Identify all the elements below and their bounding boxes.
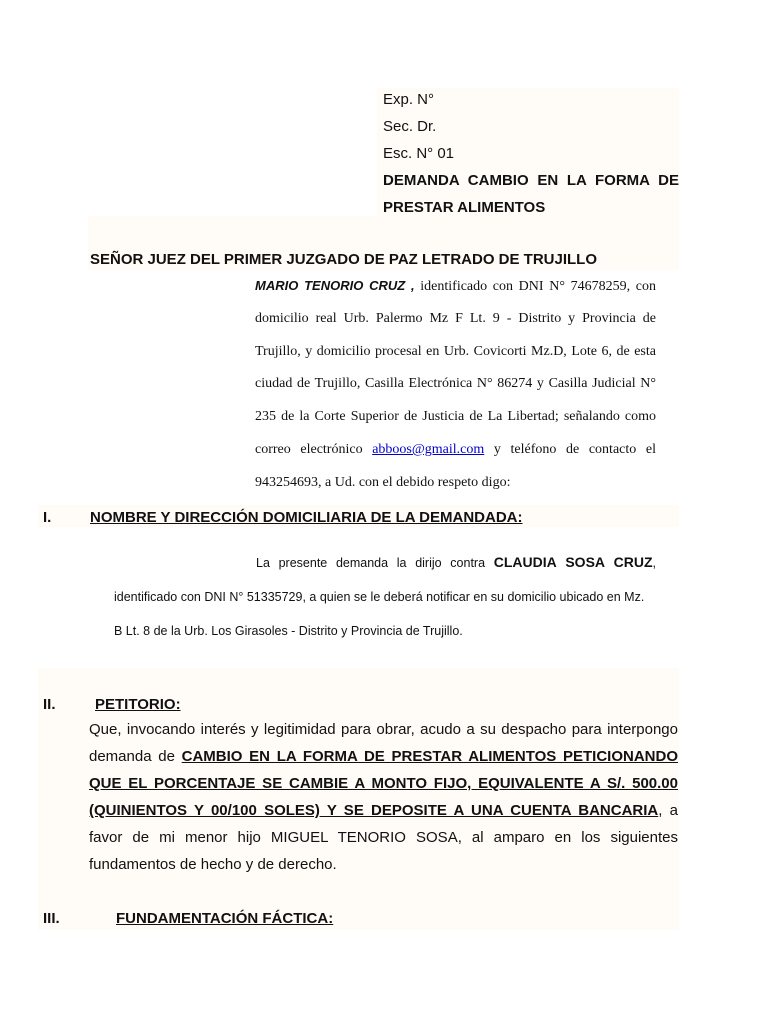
document-title-line1: DEMANDA CAMBIO EN LA FORMA DE	[383, 172, 679, 189]
petitorio-request-part1: CAMBIO EN LA FORMA DE PRESTAR ALIMENTOS PETICIONANDO	[181, 748, 678, 765]
section1-line3: B Lt. 8 de la Urb. Los Girasoles - Distrito y Provincia de Trujillo.	[114, 624, 463, 638]
petitorio-line	[89, 748, 678, 765]
petitorio-request-part3: (QUINIENTOS Y 00/100 SOLES) Y SE DEPOSITE A UNA CUENTA BANCARIA	[89, 802, 659, 819]
document-title-line2: PRESTAR ALIMENTOS	[383, 199, 546, 216]
petitorio-line: fundamentos de hecho y de derecho.	[89, 856, 337, 873]
petitorio-line: favor de mi menor hijo MIGUEL TENORIO SOSA, al amparo en los siguientes	[89, 829, 678, 846]
petitorio-line	[89, 775, 678, 792]
defendant-name: CLAUDIA SOSA CRUZ	[493, 554, 653, 570]
intro-line	[255, 442, 656, 458]
intro-line: domicilio real Urb. Palermo Mz F Lt. 9 - Distrito y Provincia de	[255, 311, 656, 326]
section1-line1-post: ,	[652, 556, 656, 570]
section1-line2: identificado con DNI N° 51335729, a quien se le deberá notificar en su domicilio ubicado en Mz.	[114, 590, 645, 604]
section2-number: II.	[43, 696, 56, 713]
section1-number: I.	[43, 509, 52, 526]
petitorio-line2-pre: demanda de	[89, 748, 182, 765]
escrito-label: Esc. N° 01	[383, 145, 455, 162]
plaintiff-name: MARIO TENORIO CRUZ ,	[255, 278, 415, 293]
intro-line: 943254693, a Ud. con el debido respeto digo:	[255, 475, 511, 490]
section3-number: III.	[43, 910, 60, 927]
intro-line: Trujillo, y domicilio procesal en Urb. Covicorti Mz.D, Lote 6, de esta	[255, 344, 656, 359]
intro-line: 235 de la Corte Superior de Justicia de La Libertad; señalando como	[255, 409, 656, 424]
intro-line6-post: y teléfono de contacto el	[484, 442, 656, 457]
intro-line: ciudad de Trujillo, Casilla Electrónica N° 86274 y Casilla Judicial N°	[255, 376, 656, 391]
section1-line1	[256, 554, 656, 570]
petitorio-line4-post: , a	[658, 802, 678, 819]
petitorio-request-part2: QUE EL PORCENTAJE SE CAMBIE A MONTO FIJO, EQUIVALENTE A S/. 500.00	[89, 775, 678, 792]
intro-line6-pre: correo electrónico	[255, 442, 373, 457]
section1-title: NOMBRE Y DIRECCIÓN DOMICILIARIA DE LA DEMANDADA:	[90, 509, 523, 526]
petitorio-line	[89, 802, 678, 819]
expediente-label: Exp. N°	[383, 91, 435, 108]
section3-title: FUNDAMENTACIÓN FÁCTICA:	[116, 910, 334, 927]
email-link[interactable]: abboos@gmail.com	[372, 442, 485, 457]
intro-paragraph	[255, 278, 656, 498]
section1-line1-pre: La presente demanda la dirijo contra	[256, 556, 494, 570]
intro-line	[255, 278, 656, 295]
secretario-label: Sec. Dr.	[383, 118, 437, 135]
addressee-heading: SEÑOR JUEZ DEL PRIMER JUZGADO DE PAZ LETRADO DE TRUJILLO	[90, 251, 597, 268]
intro-line1-text: identificado con DNI N° 74678259, con	[414, 279, 656, 294]
petitorio-line: Que, invocando interés y legitimidad para obrar, acudo a su despacho para interpongo	[89, 721, 678, 738]
section2-title: PETITORIO:	[95, 696, 181, 713]
